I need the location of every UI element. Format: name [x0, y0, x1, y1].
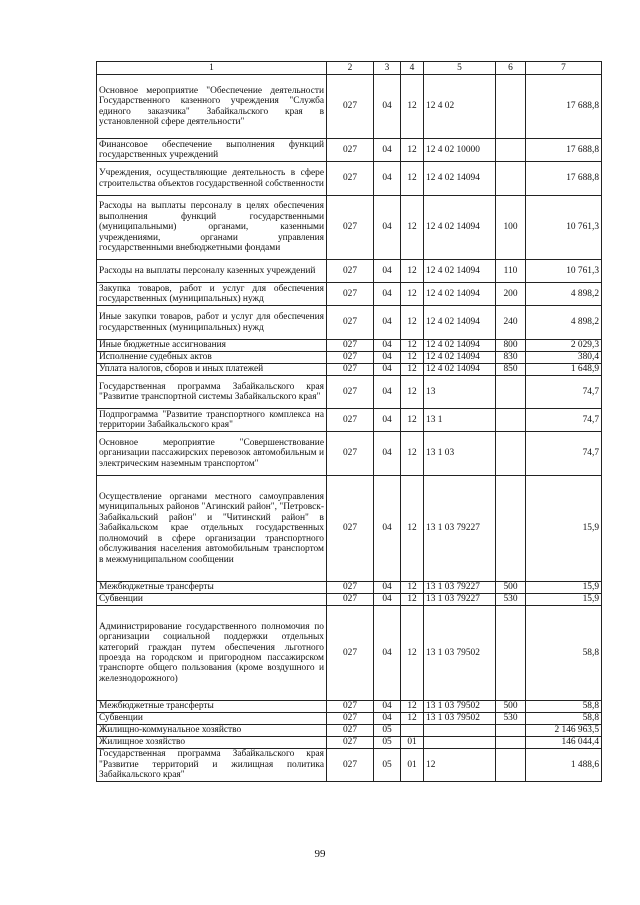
row-target-code: 13 1 03 — [424, 432, 496, 476]
row-amount: 10 761,3 — [526, 196, 602, 260]
row-section: 04 — [374, 376, 401, 409]
row-admin-code: 027 — [327, 582, 374, 594]
table-row — [97, 725, 602, 737]
table-row — [97, 196, 602, 260]
table-row — [97, 409, 602, 432]
row-amount: 10 761,3 — [526, 260, 602, 283]
row-admin-code: 027 — [327, 376, 374, 409]
row-admin-code: 027 — [327, 352, 374, 364]
row-expense-type: 200 — [496, 283, 526, 306]
row-expense-type — [496, 725, 526, 737]
table-row — [97, 582, 602, 594]
row-expense-type — [496, 476, 526, 582]
row-target-code: 12 4 02 — [424, 75, 496, 139]
row-admin-code: 027 — [327, 196, 374, 260]
row-amount: 17 688,8 — [526, 139, 602, 162]
row-name: Учреждения, осуществляющие деятельность в сфере строительства объектов государственной собственности — [97, 162, 327, 196]
row-target-code: 13 1 03 79502 — [424, 606, 496, 701]
row-amount: 15,9 — [526, 582, 602, 594]
table-header-row — [97, 62, 602, 75]
row-subsection: 01 — [401, 749, 424, 782]
row-target-code: 13 — [424, 376, 496, 409]
row-amount: 74,7 — [526, 376, 602, 409]
row-amount: 15,9 — [526, 594, 602, 606]
row-amount: 146 044,4 — [526, 737, 602, 749]
table-row — [97, 737, 602, 749]
row-section: 04 — [374, 139, 401, 162]
row-expense-type — [496, 409, 526, 432]
row-subsection: 12 — [401, 606, 424, 701]
row-subsection: 12 — [401, 364, 424, 376]
row-target-code: 12 4 02 14094 — [424, 352, 496, 364]
row-amount: 1 488,6 — [526, 749, 602, 782]
row-expense-type: 500 — [496, 582, 526, 594]
row-target-code: 13 1 03 79227 — [424, 476, 496, 582]
row-name: Государственная программа Забайкальского края "Развитие транспортной системы Забайкальского края" — [97, 376, 327, 409]
row-subsection: 12 — [401, 582, 424, 594]
row-target-code: 12 4 02 14094 — [424, 260, 496, 283]
table-row — [97, 376, 602, 409]
row-amount: 4 898,2 — [526, 283, 602, 306]
row-admin-code: 027 — [327, 364, 374, 376]
row-amount: 58,8 — [526, 606, 602, 701]
row-subsection: 12 — [401, 376, 424, 409]
row-subsection: 12 — [401, 162, 424, 196]
row-subsection: 12 — [401, 476, 424, 582]
row-admin-code: 027 — [327, 725, 374, 737]
row-name: Иные бюджетные ассигнования — [97, 340, 327, 352]
row-expense-type — [496, 749, 526, 782]
row-admin-code: 027 — [327, 139, 374, 162]
row-amount: 58,8 — [526, 713, 602, 725]
row-admin-code: 027 — [327, 306, 374, 340]
row-section: 04 — [374, 306, 401, 340]
row-target-code: 13 1 03 79227 — [424, 582, 496, 594]
row-admin-code: 027 — [327, 283, 374, 306]
row-expense-type — [496, 75, 526, 139]
row-name: Межбюджетные трансферты — [97, 701, 327, 713]
table-row — [97, 432, 602, 476]
row-name: Основное мероприятие "Совершенствование организации пассажирских перевозок автомобильным и электрическим наземным транспортом" — [97, 432, 327, 476]
table-row — [97, 606, 602, 701]
row-section: 04 — [374, 283, 401, 306]
row-target-code: 13 1 03 79227 — [424, 594, 496, 606]
row-expense-type — [496, 737, 526, 749]
column-header: 7 — [526, 62, 602, 75]
table-row — [97, 749, 602, 782]
row-amount: 17 688,8 — [526, 162, 602, 196]
table-row — [97, 139, 602, 162]
column-header: 4 — [401, 62, 424, 75]
table-body — [97, 62, 602, 782]
column-header: 2 — [327, 62, 374, 75]
row-section: 05 — [374, 749, 401, 782]
row-amount: 74,7 — [526, 432, 602, 476]
row-name: Уплата налогов, сборов и иных платежей — [97, 364, 327, 376]
column-header: 6 — [496, 62, 526, 75]
column-header: 3 — [374, 62, 401, 75]
row-target-code: 12 4 02 14094 — [424, 196, 496, 260]
row-name: Финансовое обеспечение выполнения функций государственных учреждений — [97, 139, 327, 162]
table-row — [97, 283, 602, 306]
row-expense-type: 530 — [496, 713, 526, 725]
row-expense-type — [496, 606, 526, 701]
row-subsection: 12 — [401, 432, 424, 476]
row-target-code: 12 4 02 14094 — [424, 306, 496, 340]
row-expense-type: 110 — [496, 260, 526, 283]
row-name: Государственная программа Забайкальского края "Развитие территорий и жилищная политика Забайкальского края" — [97, 749, 327, 782]
row-subsection: 12 — [401, 139, 424, 162]
row-section: 04 — [374, 260, 401, 283]
row-subsection: 12 — [401, 352, 424, 364]
row-target-code: 12 4 02 14094 — [424, 283, 496, 306]
row-target-code: 12 4 02 14094 — [424, 340, 496, 352]
row-section: 04 — [374, 594, 401, 606]
row-section: 04 — [374, 364, 401, 376]
row-expense-type: 100 — [496, 196, 526, 260]
row-target-code: 12 — [424, 749, 496, 782]
row-name: Жилищное хозяйство — [97, 737, 327, 749]
row-admin-code: 027 — [327, 260, 374, 283]
row-expense-type: 500 — [496, 701, 526, 713]
table-row — [97, 352, 602, 364]
row-name: Межбюджетные трансферты — [97, 582, 327, 594]
row-amount: 2 146 963,5 — [526, 725, 602, 737]
row-name: Основное мероприятие "Обеспечение деятельности Государственного казенного учреждения "Служба единого заказчика" Забайкальского края в установленной сфере деятельности" — [97, 75, 327, 139]
row-target-code: 12 4 02 10000 — [424, 139, 496, 162]
row-subsection — [401, 725, 424, 737]
row-section: 04 — [374, 582, 401, 594]
row-name: Осуществление органами местного самоуправления муниципальных районов "Агинский район", "Петровск-Забайкальский район" и "Читинский район" в Забайкальском крае отдельных государственных полномочий в сфере организации транспортного обслуживания населения автомобильным транспортом в межмуниципальном сообщении — [97, 476, 327, 582]
row-admin-code: 027 — [327, 594, 374, 606]
row-amount: 15,9 — [526, 476, 602, 582]
row-section: 04 — [374, 606, 401, 701]
row-name: Администрирование государственного полномочия по организации социальной поддержки отдельных категорий граждан путем обеспечения льготного проезда на городском и пригородном пассажирском транспорте общего пользования (кроме воздушного и железнодорожного) — [97, 606, 327, 701]
row-target-code: 12 4 02 14094 — [424, 162, 496, 196]
row-amount: 1 648,9 — [526, 364, 602, 376]
row-name: Исполнение судебных актов — [97, 352, 327, 364]
row-admin-code: 027 — [327, 749, 374, 782]
row-expense-type — [496, 162, 526, 196]
row-target-code — [424, 725, 496, 737]
row-section: 04 — [374, 476, 401, 582]
row-admin-code: 027 — [327, 432, 374, 476]
row-amount: 380,4 — [526, 352, 602, 364]
row-section: 04 — [374, 162, 401, 196]
row-expense-type: 850 — [496, 364, 526, 376]
row-name: Закупка товаров, работ и услуг для обеспечения государственных (муниципальных) нужд — [97, 283, 327, 306]
row-target-code: 13 1 03 79502 — [424, 701, 496, 713]
row-subsection: 12 — [401, 306, 424, 340]
row-admin-code: 027 — [327, 162, 374, 196]
table-row — [97, 306, 602, 340]
row-name: Подпрограмма "Развитие транспортного комплекса на территории Забайкальского края" — [97, 409, 327, 432]
row-subsection: 12 — [401, 283, 424, 306]
row-expense-type — [496, 432, 526, 476]
row-admin-code: 027 — [327, 75, 374, 139]
row-target-code: 13 1 — [424, 409, 496, 432]
row-expense-type: 830 — [496, 352, 526, 364]
row-target-code: 12 4 02 14094 — [424, 364, 496, 376]
row-expense-type — [496, 139, 526, 162]
row-subsection: 12 — [401, 409, 424, 432]
row-name: Расходы на выплаты персоналу казенных учреждений — [97, 260, 327, 283]
table-row — [97, 260, 602, 283]
row-subsection: 12 — [401, 75, 424, 139]
row-amount: 4 898,2 — [526, 306, 602, 340]
table-row — [97, 340, 602, 352]
row-admin-code: 027 — [327, 713, 374, 725]
row-section: 05 — [374, 725, 401, 737]
row-name: Жилищно-коммунальное хозяйство — [97, 725, 327, 737]
row-amount: 17 688,8 — [526, 75, 602, 139]
row-expense-type: 240 — [496, 306, 526, 340]
row-expense-type: 800 — [496, 340, 526, 352]
column-header: 5 — [424, 62, 496, 75]
row-target-code: 13 1 03 79502 — [424, 713, 496, 725]
row-subsection: 12 — [401, 713, 424, 725]
row-subsection: 12 — [401, 340, 424, 352]
row-section: 04 — [374, 713, 401, 725]
row-expense-type: 530 — [496, 594, 526, 606]
table-row — [97, 364, 602, 376]
table-row — [97, 476, 602, 582]
table-row — [97, 701, 602, 713]
row-admin-code: 027 — [327, 606, 374, 701]
table-row — [97, 75, 602, 139]
row-section: 04 — [374, 340, 401, 352]
table-row — [97, 713, 602, 725]
row-subsection: 12 — [401, 594, 424, 606]
row-amount: 2 029,3 — [526, 340, 602, 352]
row-section: 04 — [374, 75, 401, 139]
row-admin-code: 027 — [327, 409, 374, 432]
row-subsection: 12 — [401, 196, 424, 260]
row-name: Субвенции — [97, 594, 327, 606]
row-section: 04 — [374, 701, 401, 713]
row-name: Расходы на выплаты персоналу в целях обеспечения выполнения функций государственными (муниципальными) органами, казенными учреждениями, органами управления государственными внебюджетными фондами — [97, 196, 327, 260]
page-number: 99 — [314, 848, 326, 860]
table-row — [97, 162, 602, 196]
row-section: 04 — [374, 196, 401, 260]
row-admin-code: 027 — [327, 476, 374, 582]
row-section: 04 — [374, 352, 401, 364]
row-target-code — [424, 737, 496, 749]
row-section: 04 — [374, 432, 401, 476]
row-subsection: 12 — [401, 260, 424, 283]
row-subsection: 01 — [401, 737, 424, 749]
table-row — [97, 594, 602, 606]
row-subsection: 12 — [401, 701, 424, 713]
row-admin-code: 027 — [327, 340, 374, 352]
column-header: 1 — [97, 62, 327, 75]
row-admin-code: 027 — [327, 737, 374, 749]
row-amount: 74,7 — [526, 409, 602, 432]
row-admin-code: 027 — [327, 701, 374, 713]
row-name: Субвенции — [97, 713, 327, 725]
row-name: Иные закупки товаров, работ и услуг для обеспечения государственных (муниципальных) нужд — [97, 306, 327, 340]
row-expense-type — [496, 376, 526, 409]
row-amount: 58,8 — [526, 701, 602, 713]
row-section: 05 — [374, 737, 401, 749]
budget-table — [96, 61, 602, 782]
row-section: 04 — [374, 409, 401, 432]
